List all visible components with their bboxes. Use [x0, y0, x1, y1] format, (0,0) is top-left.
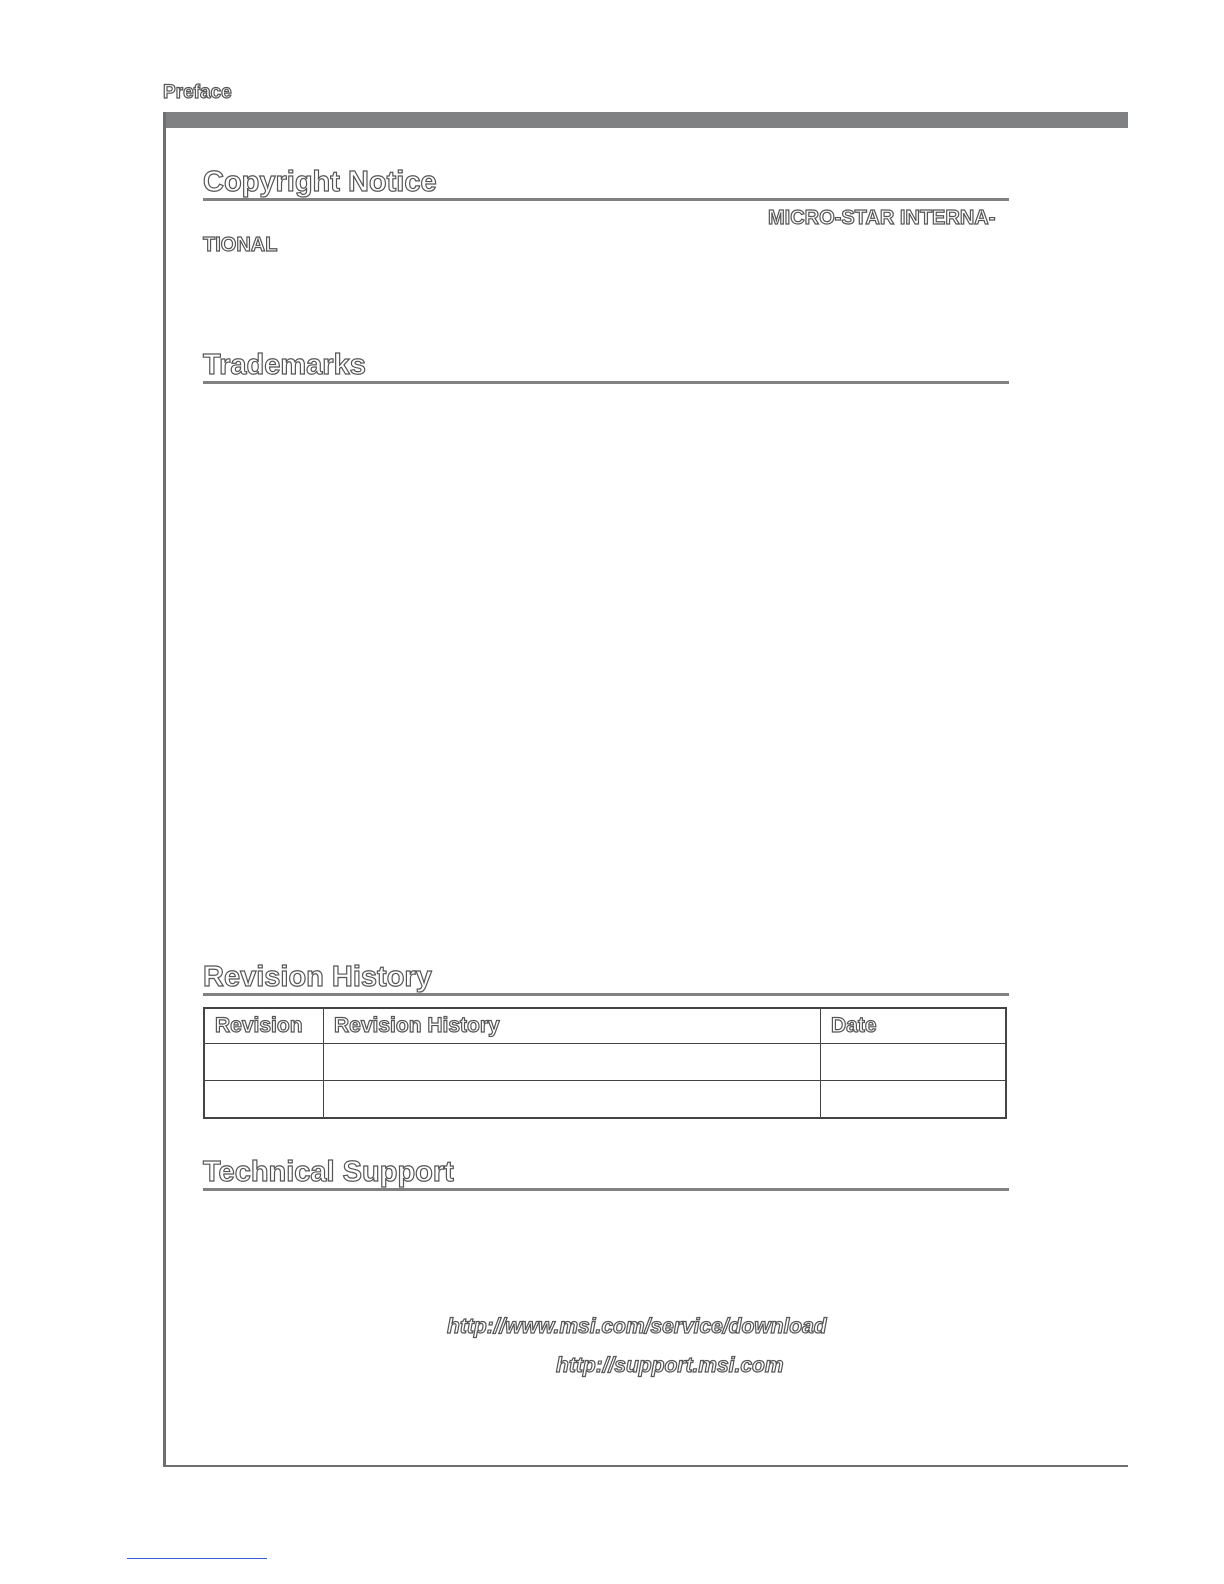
support-link[interactable]: http://support.msi.com: [556, 1354, 784, 1377]
column-header-revision-history: Revision History: [324, 1008, 821, 1044]
left-margin-rule: [163, 112, 166, 1467]
table-row: [204, 1044, 1006, 1081]
table-cell: [204, 1081, 324, 1119]
table-cell: [821, 1044, 1007, 1081]
table-cell: [204, 1044, 324, 1081]
copyright-company-name-part1: MICRO-STAR INTERNA-: [768, 207, 996, 229]
revision-history-table: [203, 1007, 1007, 1119]
table-cell: [821, 1081, 1007, 1119]
table-cell: [324, 1081, 821, 1119]
download-link[interactable]: http://www.msi.com/service/download: [447, 1315, 827, 1338]
table-row: [204, 1081, 1006, 1119]
footer-link-underline: [127, 1558, 267, 1559]
trademarks-heading: Trademarks: [203, 349, 1009, 384]
copyright-heading: Copyright Notice: [203, 166, 1009, 201]
technical-support-heading: Technical Support: [203, 1156, 1009, 1191]
top-header-bar: [163, 112, 1128, 128]
column-header-revision: Revision: [204, 1008, 324, 1044]
page-header-label: Preface: [163, 82, 232, 103]
bottom-rule: [163, 1465, 1128, 1467]
column-header-date: Date: [821, 1008, 1007, 1044]
copyright-company-name-part2: TIONAL: [203, 234, 278, 256]
table-header-row: [204, 1008, 1006, 1044]
table-cell: [324, 1044, 821, 1081]
revision-history-heading: Revision History: [203, 961, 1009, 996]
